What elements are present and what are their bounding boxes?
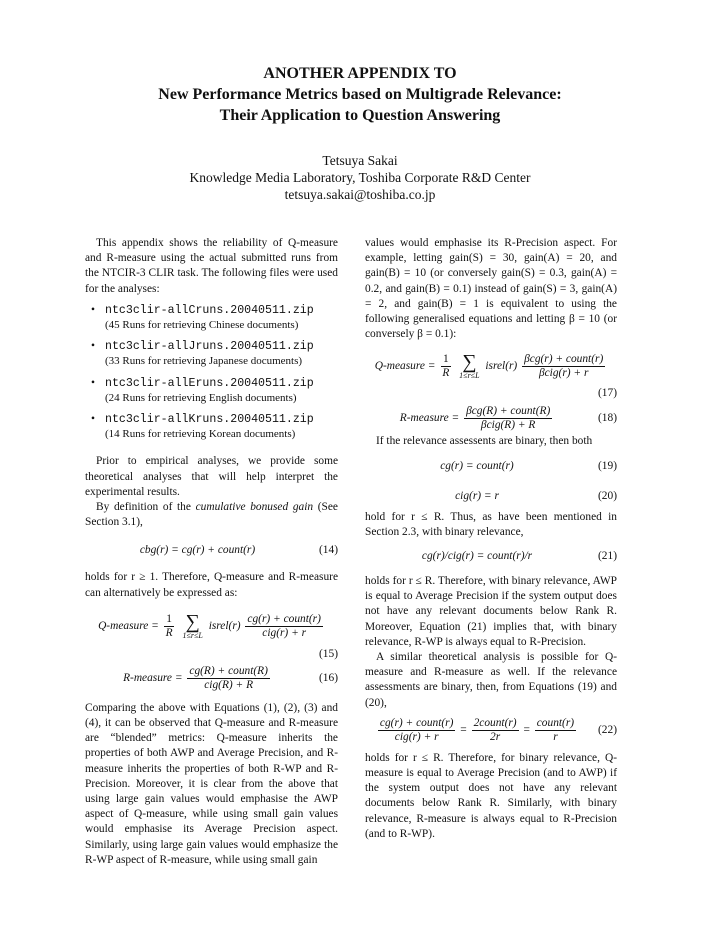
file-name: ntc3clir-allJruns.20040511.zip bbox=[105, 340, 314, 354]
title-line-2: New Performance Metrics based on Multigrade Relevance: bbox=[158, 86, 562, 103]
file-name: ntc3clir-allEruns.20040511.zip bbox=[105, 376, 314, 390]
file-desc: (24 Runs for retrieving English documents) bbox=[105, 391, 297, 404]
file-item bbox=[85, 303, 338, 333]
paragraph: values would emphasise its R-Precision aspect. For example, letting gain(S) = 30, gain(A) = 20, and gain(B) = 10 (or conversely gain(S) = 0.3, gain(A) = 0.2, and gain(B) = 0.1) instead of gain(S) = 3, gain(A) = 2, and gain(B) = 1 is equivalent to using the following generalised equations and letting β = 10 (or conversely β = 0.1): bbox=[365, 237, 617, 341]
bullet: • bbox=[91, 413, 95, 426]
left-column bbox=[85, 236, 338, 868]
bullet: • bbox=[91, 340, 95, 353]
author: Tetsuya Sakai bbox=[322, 153, 398, 168]
emphasis: cumulative bonused gain bbox=[195, 501, 314, 514]
equation-19: cg(r) = count(r) (19) bbox=[440, 460, 617, 473]
bullet: • bbox=[91, 303, 95, 316]
file-name: ntc3clir-allKruns.20040511.zip bbox=[105, 413, 314, 427]
equation-17-number: (17) bbox=[598, 387, 617, 400]
title-line-1: ANOTHER APPENDIX TO bbox=[263, 65, 457, 82]
equation-14: cbg(r) = cg(r) + count(r) (14) bbox=[139, 543, 338, 556]
equation-15-number: (15) bbox=[319, 647, 338, 660]
paragraph: Comparing the above with Equations (1), (2), (3) and (4), it can be observed that Q-measure and R-measure are “blended” metrics: Q-measure inherits the properties of both AWP and Average Precision, and R-measure inherits the properties of both R-WP and R-Precision. Moreover, it is clear from the above that using large gain values would emphasise the AWP aspect of Q-measure, while using small gain values would emphasise its Average Precision aspect. Similarly, using large gain values would emphasize the R-WP aspect of R-measure, while using small gain bbox=[85, 701, 338, 866]
paragraph: holds for r ≥ 1. Therefore, Q-measure and R-measure can alternatively be expressed as: bbox=[85, 571, 338, 599]
file-name: ntc3clir-allCruns.20040511.zip bbox=[105, 303, 314, 317]
paragraph: Prior to empirical analyses, we provide some theoretical analyses that will help interpret the experimental results. bbox=[85, 455, 338, 498]
equation-20: cig(r) = r (20) bbox=[455, 490, 617, 503]
file-item bbox=[85, 339, 338, 369]
equation-22: $\frac{\text{cg(r) + count(r)}}{\text{cig(r) + r}}$ = $\frac{\text{2count(r)}}{2r}$ = $\frac{\text{count(r)}}{r}$ (22) bbox=[379, 717, 617, 744]
equation-17: Q-measure = $\frac{1}{R}$ ∑ 1≤r≤L isrel(r) $\frac{\text{βcg(r) + count(r)}}{\text{βcig(r) + r}}$ bbox=[374, 350, 604, 380]
paragraph: holds for r ≤ R. Therefore, with binary relevance, AWP is equal to Average Precision if the system output does not have any relevant documents below Rank R. Moreover, Equation (21) implies that, with binary relevance, R-WP is always equal to R-Precision. bbox=[365, 575, 617, 648]
equation-15: Q-measure = $\frac{1}{R}$ ∑ 1≤r≤L isrel(r) $\frac{\text{cg(r) + count(r)}}{\text{cig(r) + r}}$ bbox=[98, 611, 321, 641]
paragraph: hold for r ≤ R. Thus, as have been mentioned in Section 2.3, with binary relevance, bbox=[365, 510, 617, 538]
equation-21: cg(r)/cig(r) = count(r)/r (21) bbox=[421, 550, 617, 563]
file-list bbox=[85, 303, 338, 443]
bullet: • bbox=[91, 376, 95, 389]
file-desc: (33 Runs for retrieving Japanese documents) bbox=[105, 355, 303, 368]
file-desc: (45 Runs for retrieving Chinese documents) bbox=[105, 319, 299, 332]
paragraph: holds for r ≤ R. Therefore, for binary relevance, Q-measure is equal to Average Precision (and to AWP) if the system output does not have any relevant documents below Rank R. Similarly, with binary relevance, R-measure is always equal to R-Precision (and to R-WP). bbox=[365, 751, 617, 840]
paragraph: By definition of the cumulative bonused gain (See Section 3.1), bbox=[85, 501, 338, 529]
file-desc: (14 Runs for retrieving Korean documents) bbox=[105, 428, 296, 441]
equation-16: R-measure = $\frac{\text{cg(R) + count(R)}}{\text{cig(R) + R}}$ (16) bbox=[123, 665, 338, 692]
file-item bbox=[85, 412, 338, 442]
equation-18: R-measure = $\frac{\text{βcg(R) + count(R)}}{\text{βcig(R) + R}}$ (18) bbox=[399, 404, 617, 431]
paragraph: If the relevance assessents are binary, then both bbox=[376, 435, 593, 448]
file-item bbox=[85, 376, 338, 406]
email: tetsuya.sakai@toshiba.co.jp bbox=[284, 187, 436, 202]
title-line-3: Their Application to Question Answering bbox=[219, 107, 501, 124]
paragraph: A similar theoretical analysis is possible for Q-measure and R-measure as well. If the relevance assessments are binary, then, from Equations (19) and (20), bbox=[365, 651, 617, 709]
intro-paragraph: This appendix shows the reliability of Q-measure and R-measure using the actual submitted runs from the NTCIR-3 CLIR task. The following files were used for the analyses: bbox=[85, 237, 338, 295]
affiliation: Knowledge Media Laboratory, Toshiba Corporate R&D Center bbox=[189, 170, 531, 185]
right-column bbox=[365, 236, 617, 842]
